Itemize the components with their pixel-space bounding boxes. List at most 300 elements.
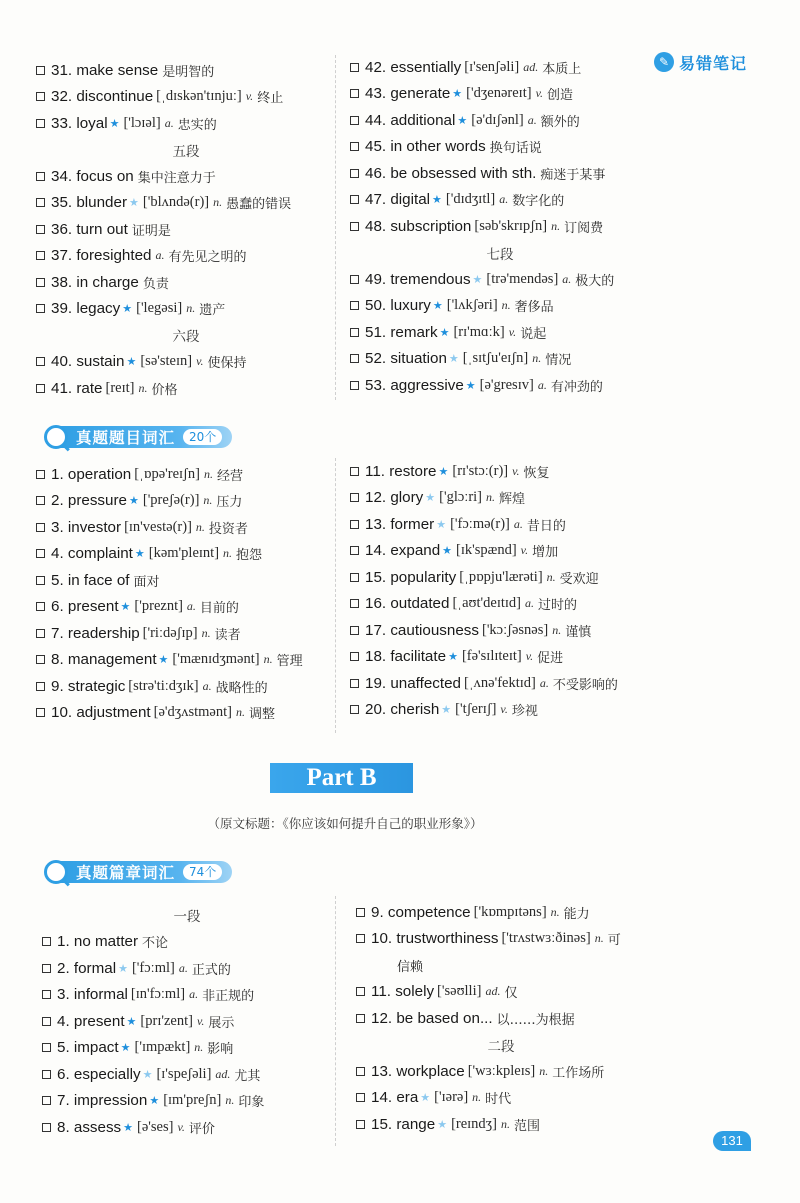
- vocab-item: [350, 213, 650, 240]
- paragraph-heading: 七段: [486, 246, 514, 263]
- vocab-item: [36, 349, 336, 376]
- vocab-word: 19. unaffected: [365, 674, 461, 692]
- vocab-phonetic: ['fɔːml]: [131, 959, 175, 976]
- vocab-phonetic: [ɪn'fɔːml]: [130, 986, 186, 1003]
- vocab-item: [36, 269, 336, 296]
- star-icon: ★: [134, 547, 145, 561]
- magnifier-icon: [44, 425, 68, 449]
- vocab-meaning: 数字化的: [512, 194, 565, 210]
- part-a-right-list: [350, 54, 650, 399]
- vocab-item: [42, 1114, 332, 1141]
- vocab-item: [42, 1088, 332, 1115]
- vocab-item: [350, 564, 650, 591]
- checkbox-icon[interactable]: [42, 937, 51, 946]
- section-count-badge: 74个: [183, 864, 222, 880]
- vocab-item: [36, 110, 336, 137]
- vocab-word: 45. in other words: [365, 138, 486, 156]
- vocab-word: 9. competence: [371, 903, 471, 921]
- vocab-part-of-speech: n.: [138, 380, 148, 395]
- vocab-meaning: 仅: [504, 986, 518, 1002]
- vocab-meaning: 负责: [142, 276, 169, 292]
- vocab-phonetic: [ə'ses]: [137, 1118, 174, 1135]
- checkbox-icon[interactable]: [36, 470, 45, 479]
- vocab-item: [350, 266, 650, 293]
- vocab-word: 1. no matter: [57, 933, 139, 951]
- vocab-phonetic: [fə'sɪlɪteɪt]: [461, 648, 522, 665]
- checkbox-icon[interactable]: [356, 1120, 365, 1129]
- vocab-meaning: 评价: [188, 1121, 215, 1137]
- checkbox-icon[interactable]: [36, 251, 45, 260]
- checkbox-icon[interactable]: [350, 301, 359, 310]
- vocab-word: 6. especially: [57, 1065, 141, 1083]
- vocab-word: 11. solely: [371, 983, 435, 1001]
- vocab-word: 14. era: [371, 1089, 419, 1107]
- vocab-phonetic: [səb'skrɪpʃn]: [474, 217, 548, 234]
- vocab-item: [350, 458, 650, 485]
- checkbox-icon[interactable]: [356, 1067, 365, 1076]
- checkbox-icon[interactable]: [350, 679, 359, 688]
- vocab-item: [350, 617, 650, 644]
- checkbox-icon[interactable]: [350, 63, 359, 72]
- vocab-phonetic: ['legəsi]: [136, 300, 183, 317]
- checkbox-icon[interactable]: [350, 546, 359, 555]
- vocab-item: [356, 979, 646, 1006]
- vocab-part-of-speech: v.: [508, 324, 517, 339]
- section-count-badge: 20个: [183, 429, 222, 445]
- vocab-part-of-speech: ad.: [215, 1066, 231, 1081]
- section-banner-chapter: [44, 860, 232, 884]
- vocab-part-of-speech: n.: [594, 931, 604, 946]
- vocab-phonetic: [ə'dɪʃənl]: [471, 111, 524, 128]
- vocab-item: [350, 107, 650, 134]
- checkbox-icon[interactable]: [36, 549, 45, 558]
- star-icon: ★: [120, 1041, 131, 1055]
- vocab-word: 43. generate: [365, 85, 451, 103]
- vocab-phonetic: [trə'mendəs]: [486, 270, 559, 287]
- vocab-word: 18. facilitate: [365, 648, 447, 666]
- checkbox-icon[interactable]: [36, 384, 45, 393]
- vocab-phonetic: ['fɔːmə(r)]: [450, 515, 510, 532]
- checkbox-icon[interactable]: [42, 990, 51, 999]
- vocab-item: [350, 160, 650, 187]
- vocab-item: [350, 511, 650, 538]
- vocab-item: [356, 1005, 646, 1032]
- vocab-phonetic: ['glɔːri]: [439, 489, 483, 506]
- vocab-meaning: 调整: [248, 707, 275, 723]
- questions-right-list: [350, 458, 650, 723]
- vocab-meaning: 尤其: [234, 1068, 261, 1084]
- vocab-item: [356, 899, 646, 926]
- star-icon: ★: [439, 325, 450, 339]
- vocab-meaning: 本质上: [542, 61, 582, 77]
- vocab-phonetic: ['kɔːʃəsnəs]: [481, 621, 549, 638]
- vocab-word: 40. sustain: [51, 353, 125, 371]
- vocab-item: [36, 243, 336, 270]
- vocab-part-of-speech: v.: [535, 86, 544, 101]
- vocab-meaning: 展示: [208, 1015, 235, 1031]
- vocab-meaning: 情况: [545, 353, 572, 369]
- vocab-item: [350, 644, 650, 671]
- vocab-phonetic: [ɪm'preʃn]: [163, 1092, 222, 1109]
- checkbox-icon[interactable]: [356, 1093, 365, 1102]
- questions-left-list: [36, 461, 336, 726]
- vocab-part-of-speech: v.: [500, 702, 508, 717]
- vocab-part-of-speech: n.: [472, 1090, 482, 1105]
- vocab-phonetic: ['tʃerɪʃ]: [455, 701, 497, 718]
- vocab-part-of-speech: n.: [235, 705, 245, 720]
- vocab-item: [36, 190, 336, 217]
- vocab-item: [36, 673, 336, 700]
- vocab-word: 15. popularity: [365, 568, 457, 586]
- vocab-phonetic: ['lɔɪəl]: [123, 114, 161, 131]
- vocab-part-of-speech: a.: [164, 115, 174, 130]
- checkbox-icon[interactable]: [36, 92, 45, 101]
- paragraph-heading: 一段: [173, 909, 201, 926]
- checkbox-icon[interactable]: [42, 1070, 51, 1079]
- vocab-item: [42, 929, 332, 956]
- vocab-item: [350, 54, 650, 81]
- vocab-meaning: 增加: [532, 545, 559, 561]
- vocab-phonetic: ['mænɪdʒmənt]: [172, 651, 260, 668]
- section-banner-questions: [44, 425, 232, 449]
- vocab-meaning: 珍视: [511, 704, 538, 720]
- vocab-item: [350, 372, 650, 399]
- vocab-item: [356, 1085, 646, 1112]
- vocab-word: 1. operation: [51, 465, 132, 483]
- vocab-item: [42, 1008, 332, 1035]
- vocab-meaning: 抱怨: [236, 548, 263, 564]
- source-title: （原文标题：《你应该如何提升自己的职业形象》）: [207, 816, 483, 831]
- checkbox-icon[interactable]: [36, 629, 45, 638]
- vocab-word: 4. complaint: [51, 545, 133, 563]
- star-icon: ★: [109, 116, 120, 130]
- vocab-meaning: 换句话说: [489, 141, 542, 157]
- checkbox-icon[interactable]: [350, 116, 359, 125]
- checkbox-icon[interactable]: [350, 381, 359, 390]
- vocab-item: [356, 926, 646, 953]
- star-icon: ★: [438, 464, 449, 478]
- vocab-meaning: 价格: [151, 382, 178, 398]
- checkbox-icon[interactable]: [36, 602, 45, 611]
- checkbox-icon[interactable]: [36, 172, 45, 181]
- vocab-item: [42, 955, 332, 982]
- vocab-part-of-speech: n.: [195, 519, 205, 534]
- vocab-part-of-speech: a.: [527, 112, 537, 127]
- vocab-meaning: 面对: [133, 574, 160, 590]
- vocab-meaning: 辉煌: [499, 492, 526, 508]
- vocab-word: 8. management: [51, 651, 157, 669]
- vocab-part-of-speech: n.: [486, 490, 496, 505]
- vocab-part-of-speech: a.: [178, 960, 188, 975]
- vocab-meaning: 以……为根据: [496, 1012, 575, 1028]
- vocab-phonetic: ['səʊlli]: [437, 983, 482, 1000]
- vocab-part-of-speech: n.: [194, 1040, 204, 1055]
- checkbox-icon[interactable]: [36, 682, 45, 691]
- vocab-item: [36, 84, 336, 111]
- paragraph-heading: 五段: [172, 143, 200, 160]
- vocab-meaning: 不受影响的: [552, 677, 618, 693]
- checkbox-icon[interactable]: [356, 908, 365, 917]
- vocab-word: 3. investor: [51, 518, 122, 536]
- chapter-right-list: [356, 899, 646, 1138]
- checkbox-icon[interactable]: [350, 467, 359, 476]
- checkbox-icon[interactable]: [350, 142, 359, 151]
- vocab-item: [36, 567, 336, 594]
- checkbox-icon[interactable]: [356, 1014, 365, 1023]
- vocab-word: 37. foresighted: [51, 247, 152, 265]
- vocab-word: 44. additional: [365, 111, 456, 129]
- vocab-item: [350, 697, 650, 724]
- vocab-word: 52. situation: [365, 350, 447, 368]
- vocab-phonetic: ['ɪmpækt]: [134, 1039, 191, 1056]
- section-title: 真题题目词汇: [76, 429, 176, 447]
- vocab-meaning: 订阅费: [564, 220, 604, 236]
- vocab-item: [356, 1058, 646, 1085]
- star-icon: ★: [123, 1120, 134, 1134]
- vocab-part-of-speech: n.: [546, 569, 556, 584]
- checkbox-icon[interactable]: [350, 275, 359, 284]
- vocab-word: 46. be obsessed with sth.: [365, 164, 537, 182]
- vocab-part-of-speech: a.: [189, 987, 199, 1002]
- checkbox-icon[interactable]: [350, 626, 359, 635]
- checkbox-icon[interactable]: [350, 599, 359, 608]
- vocab-phonetic: ['wɜːkpleɪs]: [467, 1062, 536, 1079]
- vocab-meaning: 奢侈品: [514, 300, 554, 316]
- star-icon: ★: [452, 87, 463, 101]
- checkbox-icon[interactable]: [350, 195, 359, 204]
- vocab-meaning: 极大的: [575, 273, 615, 289]
- vocab-phonetic: ['dʒenəreɪt]: [466, 85, 532, 102]
- star-icon: ★: [432, 193, 442, 207]
- vocab-meaning: 范围: [513, 1118, 540, 1134]
- checkbox-icon[interactable]: [42, 1096, 51, 1105]
- checkbox-icon[interactable]: [42, 1043, 51, 1052]
- section-title: 真题篇章词汇: [76, 864, 176, 882]
- checkbox-icon[interactable]: [356, 987, 365, 996]
- vocab-meaning: 有先见之明的: [168, 250, 247, 266]
- vocab-part-of-speech: n.: [501, 298, 511, 313]
- vocab-meaning: 读者: [214, 627, 241, 643]
- vocab-meaning: 受欢迎: [559, 571, 599, 587]
- vocab-part-of-speech: ad.: [485, 984, 501, 999]
- star-icon: ★: [436, 517, 447, 531]
- checkbox-icon[interactable]: [36, 119, 45, 128]
- vocab-word: 2. pressure: [51, 492, 127, 510]
- vocab-part-of-speech: n.: [225, 1093, 235, 1108]
- star-icon: ★: [441, 703, 452, 717]
- vocab-meaning: 有冲劲的: [550, 379, 603, 395]
- vocab-phonetic: [ɪk'spænd]: [456, 542, 517, 559]
- vocab-phonetic: [ˌdɪskən'tɪnjuː]: [156, 88, 242, 105]
- vocab-continuation: [356, 952, 646, 979]
- checkbox-icon[interactable]: [350, 493, 359, 502]
- vocab-word: 2. formal: [57, 959, 117, 977]
- vocab-word: 47. digital: [365, 191, 431, 209]
- vocab-item: [350, 346, 650, 373]
- checkbox-icon[interactable]: [36, 304, 45, 313]
- vocab-meaning: 压力: [216, 495, 243, 511]
- star-icon: ★: [120, 600, 131, 614]
- vocab-meaning: 愚蠢的错误: [226, 197, 292, 213]
- vocab-meaning: 经营: [216, 468, 243, 484]
- vocab-phonetic: ['blʌndə(r)]: [142, 194, 210, 211]
- vocab-phonetic: [ˌsɪtʃu'eɪʃn]: [462, 350, 529, 367]
- vocab-meaning: 集中注意力于: [137, 170, 216, 186]
- vocab-meaning: 不论: [142, 936, 169, 952]
- page-number: 131: [713, 1131, 751, 1151]
- vocab-item: [42, 1061, 332, 1088]
- vocab-phonetic: [ˌpɒpju'lærəti]: [459, 568, 543, 585]
- vocab-part-of-speech: n.: [213, 195, 223, 210]
- star-icon: ★: [126, 355, 137, 369]
- vocab-meaning: 使保持: [207, 356, 247, 372]
- vocab-part-of-speech: v.: [512, 463, 520, 478]
- vocab-phonetic: [rɪ'stɔː(r)]: [452, 462, 509, 479]
- checkbox-icon[interactable]: [350, 573, 359, 582]
- vocab-word: 35. blunder: [51, 194, 127, 212]
- part-a-left-list: [36, 57, 336, 402]
- vocab-phonetic: [rɪ'mɑːk]: [453, 323, 505, 340]
- vocab-meaning: 影响: [207, 1042, 234, 1058]
- vocab-meaning: 能力: [563, 906, 590, 922]
- vocab-word: 11. restore: [365, 462, 437, 480]
- vocab-word: 15. range: [371, 1115, 436, 1133]
- checkbox-icon[interactable]: [42, 964, 51, 973]
- vocab-meaning: 过时的: [538, 598, 578, 614]
- vocab-word: 41. rate: [51, 379, 103, 397]
- vocab-meaning: 投资者: [208, 521, 248, 537]
- vocab-item: [36, 594, 336, 621]
- vocab-word: 7. readership: [51, 624, 140, 642]
- checkbox-icon[interactable]: [36, 357, 45, 366]
- vocab-word: 38. in charge: [51, 273, 139, 291]
- checkbox-icon[interactable]: [350, 354, 359, 363]
- vocab-phonetic: [reɪt]: [105, 379, 135, 396]
- vocab-item: [36, 375, 336, 402]
- checkbox-icon[interactable]: [350, 222, 359, 231]
- checkbox-icon[interactable]: [36, 198, 45, 207]
- checkbox-icon[interactable]: [350, 520, 359, 529]
- vocab-meaning: 创造: [547, 88, 574, 104]
- vocab-meaning: 正式的: [191, 962, 231, 978]
- vocab-part-of-speech: n.: [186, 301, 196, 316]
- vocab-meaning: 谨慎: [565, 624, 592, 640]
- vocab-part-of-speech: v.: [177, 1119, 185, 1134]
- vocab-phonetic: [strə'tiːdʒɪk]: [128, 677, 199, 694]
- part-b-title: Part B: [270, 763, 413, 793]
- vocab-phonetic: ['lʌkʃəri]: [446, 297, 498, 314]
- vocab-part-of-speech: n.: [203, 466, 213, 481]
- star-icon: ★: [158, 653, 169, 667]
- vocab-phonetic: ['trʌstwɜːðinəs]: [501, 930, 591, 947]
- vocab-word: 48. subscription: [365, 217, 472, 235]
- vocab-part-of-speech: n.: [203, 493, 213, 508]
- vocab-word: 5. in face of: [51, 571, 130, 589]
- checkbox-icon[interactable]: [36, 66, 45, 75]
- star-icon: ★: [465, 378, 476, 392]
- vocab-item: [350, 670, 650, 697]
- vocab-phonetic: ['dɪdʒɪtl]: [445, 191, 496, 208]
- vocab-part-of-speech: ad.: [523, 59, 539, 74]
- vocab-phonetic: ['kɒmpɪtəns]: [473, 903, 547, 920]
- star-icon: ★: [448, 650, 458, 664]
- vocab-part-of-speech: a.: [186, 599, 196, 614]
- vocab-meaning: 恢复: [523, 465, 550, 481]
- vocab-item: [36, 700, 336, 727]
- vocab-word: 36. turn out: [51, 220, 128, 238]
- vocab-item: [42, 1035, 332, 1062]
- vocab-item: [350, 293, 650, 320]
- checkbox-icon[interactable]: [350, 169, 359, 178]
- checkbox-icon[interactable]: [350, 652, 359, 661]
- vocab-word: 10. adjustment: [51, 704, 151, 722]
- vocab-word: 49. tremendous: [365, 270, 471, 288]
- vocab-item: [350, 485, 650, 512]
- vocab-phonetic: [prɪ'zent]: [140, 1012, 193, 1029]
- vocab-item: [350, 134, 650, 161]
- vocab-part-of-speech: a.: [155, 248, 165, 263]
- vocab-item: [36, 488, 336, 515]
- star-icon: ★: [472, 272, 483, 286]
- paragraph-heading: 六段: [172, 329, 200, 346]
- vocab-phonetic: [ˌɒpə'reɪʃn]: [134, 465, 200, 482]
- checkbox-icon[interactable]: [350, 89, 359, 98]
- vocab-meaning: 终止: [257, 91, 284, 107]
- vocab-part-of-speech: a.: [525, 596, 534, 611]
- vocab-word: 6. present: [51, 598, 119, 616]
- vocab-meaning: 印象: [238, 1095, 265, 1111]
- vocab-part-of-speech: v.: [520, 543, 529, 558]
- checkbox-icon[interactable]: [36, 523, 45, 532]
- star-icon: ★: [149, 1094, 160, 1108]
- checkbox-icon[interactable]: [42, 1123, 51, 1132]
- checkbox-icon[interactable]: [42, 1017, 51, 1026]
- vocab-part-of-speech: n.: [552, 622, 562, 637]
- star-icon: ★: [432, 299, 443, 313]
- vocab-phonetic: ['riːdəʃɪp]: [142, 624, 198, 641]
- column-divider: [335, 896, 336, 1146]
- checkbox-icon[interactable]: [350, 705, 359, 714]
- vocab-meaning: 额外的: [540, 114, 580, 130]
- vocab-part-of-speech: a.: [499, 192, 509, 207]
- pen-icon: ✎: [654, 52, 674, 72]
- vocab-word: 42. essentially: [365, 58, 462, 76]
- checkbox-icon[interactable]: [36, 278, 45, 287]
- star-icon: ★: [448, 352, 459, 366]
- vocab-item: [36, 647, 336, 674]
- checkbox-icon[interactable]: [36, 655, 45, 664]
- vocab-word: 5. impact: [57, 1039, 119, 1057]
- vocab-phonetic: [ˌaʊt'deɪtɪd]: [452, 595, 521, 612]
- vocab-meaning: 说起: [520, 326, 547, 342]
- star-icon: ★: [437, 1117, 448, 1131]
- checkbox-icon[interactable]: [350, 328, 359, 337]
- vocab-meaning: 忠实的: [177, 117, 217, 133]
- vocab-word: 7. impression: [57, 1092, 148, 1110]
- star-icon: ★: [442, 544, 453, 558]
- vocab-item: [36, 296, 336, 323]
- checkbox-icon[interactable]: [36, 225, 45, 234]
- checkbox-icon[interactable]: [36, 708, 45, 717]
- vocab-item: [36, 57, 336, 84]
- vocab-meaning: 工作场所: [552, 1065, 605, 1081]
- checkbox-icon[interactable]: [36, 496, 45, 505]
- checkbox-icon[interactable]: [36, 576, 45, 585]
- checkbox-icon[interactable]: [356, 934, 365, 943]
- vocab-phonetic: [ɪ'senʃəli]: [464, 58, 520, 75]
- vocab-word: 34. focus on: [51, 167, 134, 185]
- vocab-item: [36, 620, 336, 647]
